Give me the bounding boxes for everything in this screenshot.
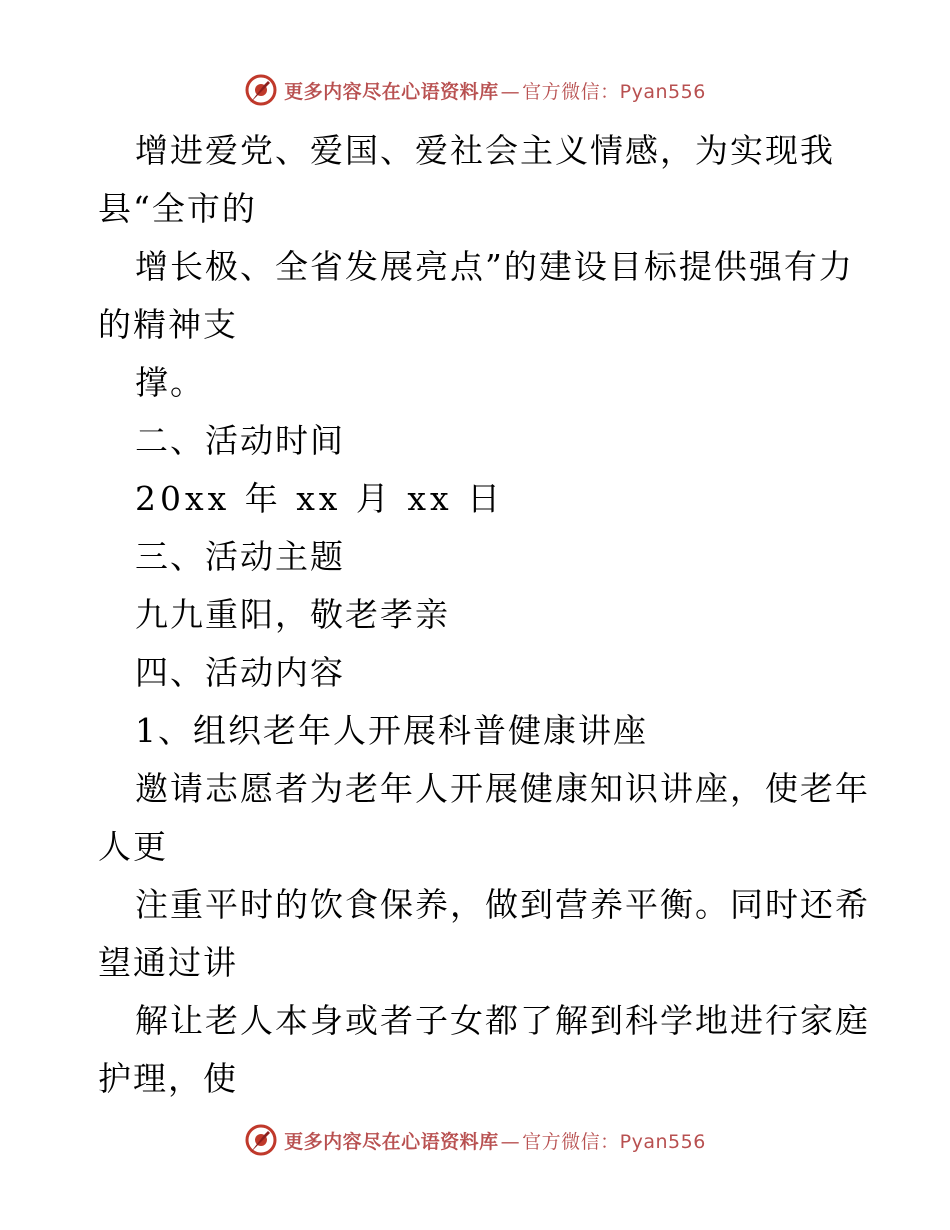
body-line: 撑。 — [135, 363, 205, 402]
activity-date: 20xx 年 xx 月 xx 日 — [135, 479, 505, 518]
body-line: 望通过讲 — [98, 943, 238, 982]
section-heading-theme: 三、活动主题 — [135, 537, 345, 576]
footer-brand: 更多内容尽在心语资料库 — [284, 1130, 499, 1153]
header-banner — [0, 70, 950, 110]
body-line: 护理，使 — [98, 1059, 238, 1098]
footer-contact: 官方微信：Pyan556 — [522, 1130, 706, 1153]
body-line: 注重平时的饮食保养，做到营养平衡。同时还希 — [135, 885, 870, 924]
body-line: 解让老人本身或者子女都了解到科学地进行家庭 — [135, 1001, 870, 1040]
body-line: 增进爱党、爱国、爱社会主义情感，为实现我 — [135, 131, 835, 170]
body-line: 的精神支 — [98, 305, 238, 344]
quill-logo-icon — [244, 73, 278, 107]
section-heading-content: 四、活动内容 — [135, 653, 345, 692]
footer-separator: — — [500, 1130, 521, 1153]
quill-logo-icon — [244, 1123, 278, 1157]
footer-banner-text — [284, 1127, 706, 1154]
document-body — [98, 122, 870, 1108]
section-heading-time: 二、活动时间 — [135, 421, 345, 460]
body-line: 增长极、全省发展亮点”的建设目标提供强有力 — [135, 247, 854, 286]
body-line: 县“全市的 — [98, 189, 257, 228]
header-banner-text — [284, 77, 706, 104]
content-item-1-heading: 1、组织老年人开展科普健康讲座 — [135, 711, 648, 750]
header-contact: 官方微信：Pyan556 — [522, 80, 706, 103]
body-line: 邀请志愿者为老年人开展健康知识讲座，使老年 — [135, 769, 870, 808]
header-brand: 更多内容尽在心语资料库 — [284, 80, 499, 103]
footer-banner — [0, 1120, 950, 1160]
activity-theme: 九九重阳，敬老孝亲 — [135, 595, 450, 634]
body-line: 人更 — [98, 827, 168, 866]
header-separator: — — [500, 80, 521, 103]
